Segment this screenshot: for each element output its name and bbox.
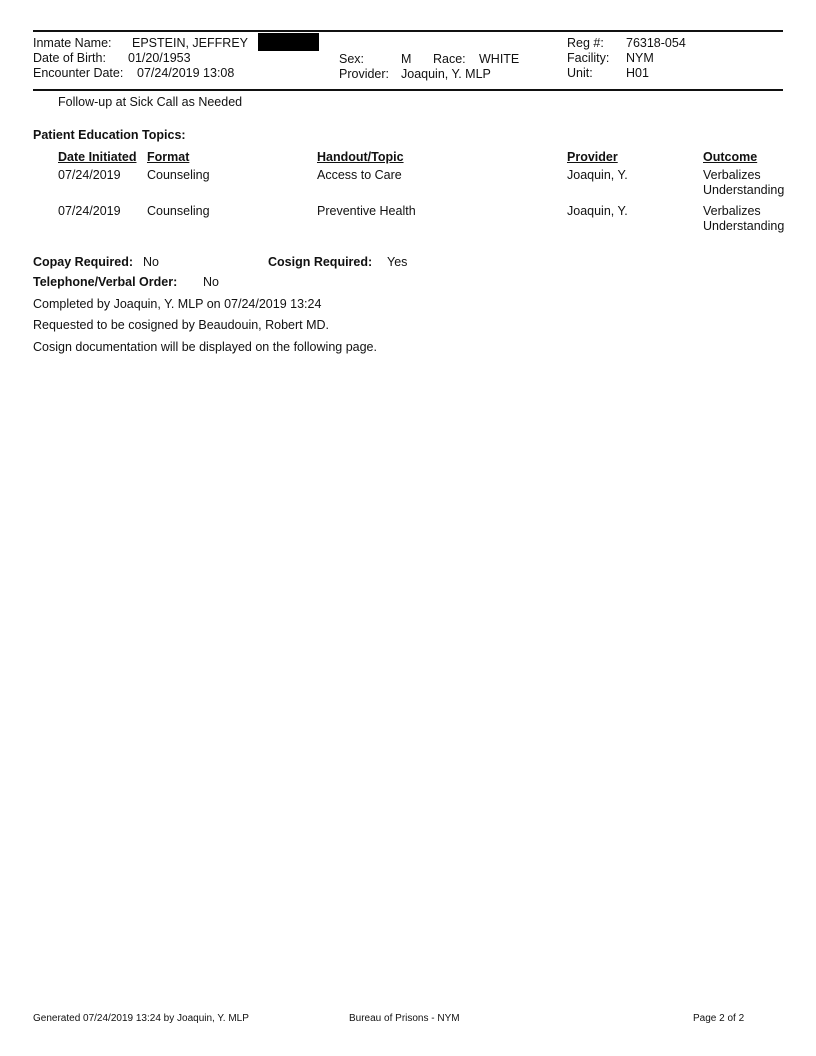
unit-label: Unit:: [567, 66, 593, 80]
education-title: Patient Education Topics:: [33, 128, 186, 142]
unit-value: H01: [626, 66, 649, 80]
row-provider: Joaquin, Y.: [567, 204, 628, 218]
footer-page-number: Page 2 of 2: [693, 1013, 745, 1024]
encounter-date-value: 07/24/2019 13:08: [137, 66, 235, 80]
header-bottom-rule: [33, 89, 783, 91]
row-format: Counseling: [147, 204, 210, 218]
column-outcome: Outcome: [703, 150, 758, 164]
completed-by: Completed by Joaquin, Y. MLP on 07/24/2019 13:24: [33, 297, 322, 311]
encounter-date-label: Encounter Date:: [33, 66, 124, 80]
telephone-order-value: No: [203, 275, 219, 289]
dob-label: Date of Birth:: [33, 51, 106, 65]
sex-value: M: [401, 52, 412, 66]
facility-value: NYM: [626, 51, 654, 65]
footer-generated: Generated 07/24/2019 13:24 by Joaquin, Y. MLP: [33, 1013, 249, 1024]
column-provider: Provider: [567, 150, 618, 164]
provider-value: Joaquin, Y. MLP: [401, 67, 491, 81]
row-provider: Joaquin, Y.: [567, 168, 628, 182]
column-format: Format: [147, 150, 190, 164]
copay-value: No: [143, 255, 159, 269]
requested-cosign: Requested to be cosigned by Beaudouin, Robert MD.: [33, 318, 330, 332]
cosign-value: Yes: [387, 255, 408, 269]
reg-value: 76318-054: [626, 36, 686, 50]
row-topic: Access to Care: [317, 168, 402, 182]
row-date: 07/24/2019: [58, 204, 121, 218]
race-label: Race:: [433, 52, 466, 66]
header-top-rule: [33, 30, 783, 32]
facility-label: Facility:: [567, 51, 610, 65]
row-topic: Preventive Health: [317, 204, 416, 218]
inmate-name: EPSTEIN, JEFFREY: [132, 36, 248, 50]
column-handout-topic: Handout/Topic: [317, 150, 404, 164]
footer-bureau: Bureau of Prisons - NYM: [349, 1013, 460, 1024]
copay-label: Copay Required:: [33, 255, 134, 269]
cosign-note: Cosign documentation will be displayed on the following page.: [33, 340, 377, 354]
redaction-box: [258, 33, 319, 51]
inmate-name-label: Inmate Name:: [33, 36, 112, 50]
row-outcome: Verbalizes Understanding: [703, 204, 785, 233]
provider-label: Provider:: [339, 67, 390, 81]
dob-value: 01/20/1953: [128, 51, 191, 65]
row-outcome: Verbalizes Understanding: [703, 168, 785, 197]
row-format: Counseling: [147, 168, 210, 182]
race-value: WHITE: [479, 52, 520, 66]
column-date-initiated: Date Initiated: [58, 150, 137, 164]
telephone-order-label: Telephone/Verbal Order:: [33, 275, 178, 289]
cosign-label: Cosign Required:: [268, 255, 373, 269]
reg-label: Reg #:: [567, 36, 604, 50]
sex-label: Sex:: [339, 52, 365, 66]
follow-up-text: Follow-up at Sick Call as Needed: [58, 95, 243, 109]
row-date: 07/24/2019: [58, 168, 121, 182]
